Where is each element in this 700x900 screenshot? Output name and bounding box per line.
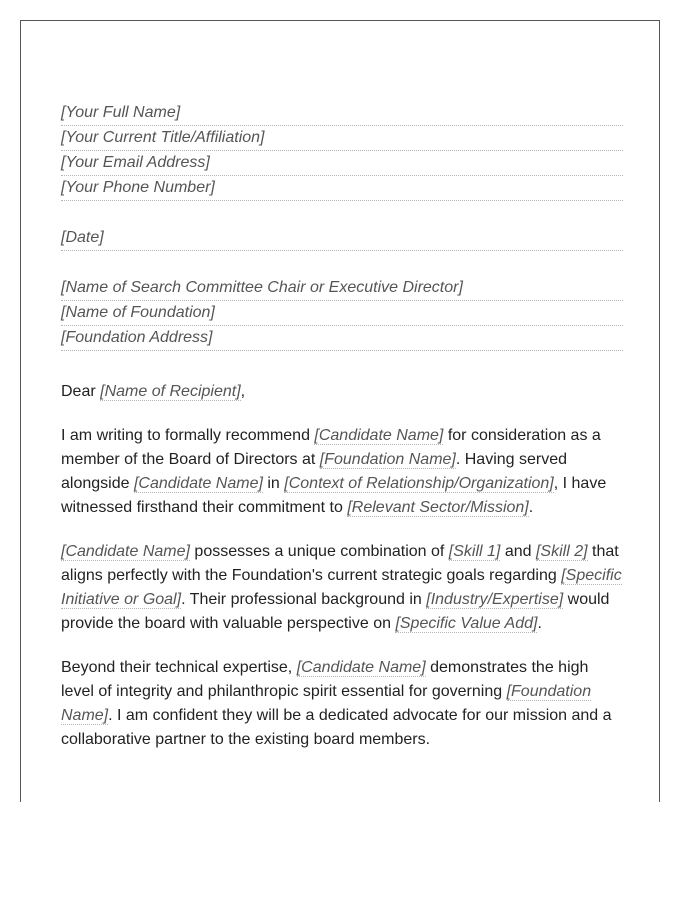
salutation-suffix: , xyxy=(240,383,246,400)
p1-candidate-name[interactable]: [Candidate Name] xyxy=(314,427,444,444)
recipient-foundation[interactable]: [Name of Foundation] xyxy=(61,301,623,326)
sender-block xyxy=(61,101,623,201)
p3-text-1: Beyond their technical expertise, xyxy=(61,659,297,676)
p2-text-2: and xyxy=(500,543,536,560)
recipient-address[interactable]: [Foundation Address] xyxy=(61,326,623,351)
letter-content xyxy=(61,101,623,752)
letter-page xyxy=(20,20,660,802)
p3-text-3: . I am confident they will be a dedicated advocate for our mission and a collaborative partner to the existing board members. xyxy=(61,707,612,748)
p1-text-3: . Having served alongside xyxy=(61,451,568,492)
p1-text-2: for consideration as a member of the Board of Directors at xyxy=(61,427,601,468)
spacer xyxy=(61,520,623,540)
p2-industry-expertise[interactable]: [Industry/Expertise] xyxy=(426,591,564,608)
p2-specific-value-add[interactable]: [Specific Value Add] xyxy=(395,615,538,632)
p2-text-3: that aligns perfectly with the Foundation's current strategic goals regarding xyxy=(61,543,619,584)
letter-date[interactable]: [Date] xyxy=(61,226,623,251)
p1-foundation-name[interactable]: [Foundation Name] xyxy=(319,451,456,468)
salutation xyxy=(61,380,623,404)
p1-text-4: in xyxy=(262,475,285,492)
p3-candidate-name[interactable]: [Candidate Name] xyxy=(296,659,426,676)
spacer xyxy=(61,251,623,276)
paragraph-recommendation xyxy=(61,424,623,520)
p1-text-1: I am writing to formally recommend xyxy=(61,427,315,444)
p2-candidate-name[interactable]: [Candidate Name] xyxy=(61,543,190,560)
sender-full-name[interactable]: [Your Full Name] xyxy=(61,101,623,126)
sender-title[interactable]: [Your Current Title/Affiliation] xyxy=(61,126,623,151)
salutation-prefix: Dear xyxy=(61,383,101,400)
spacer xyxy=(61,201,623,226)
sender-email[interactable]: [Your Email Address] xyxy=(61,151,623,176)
p1-text-6: . xyxy=(528,499,534,516)
p1-text-5: , I have witnessed firsthand their commitment to xyxy=(61,475,607,516)
p2-skill-1[interactable]: [Skill 1] xyxy=(448,543,501,560)
p1-relevant-sector[interactable]: [Relevant Sector/Mission] xyxy=(347,499,529,516)
p2-text-4: . Their professional background in xyxy=(181,591,427,608)
recipient-name[interactable]: [Name of Search Committee Chair or Executive Director] xyxy=(61,276,623,301)
p2-text-1: possesses a unique combination of xyxy=(189,543,449,560)
p2-text-5: would provide the board with valuable perspective on xyxy=(61,591,610,632)
paragraph-character xyxy=(61,656,623,752)
p3-text-2: demonstrates the high level of integrity and philanthropic spirit essential for governing xyxy=(61,659,589,700)
p2-specific-initiative[interactable]: [Specific Initiative or Goal] xyxy=(61,567,622,608)
p1-relationship-context[interactable]: [Context of Relationship/Organization] xyxy=(284,475,554,492)
p3-foundation-name[interactable]: [Foundation Name] xyxy=(61,683,592,724)
paragraph-qualifications xyxy=(61,540,623,636)
spacer xyxy=(61,636,623,656)
sender-phone[interactable]: [Your Phone Number] xyxy=(61,176,623,201)
salutation-recipient-name[interactable]: [Name of Recipient] xyxy=(100,383,241,400)
p2-skill-2[interactable]: [Skill 2] xyxy=(535,543,588,560)
p2-text-6: . xyxy=(537,615,542,632)
p1-candidate-name-2[interactable]: [Candidate Name] xyxy=(133,475,263,492)
spacer xyxy=(61,404,623,424)
recipient-block xyxy=(61,276,623,351)
